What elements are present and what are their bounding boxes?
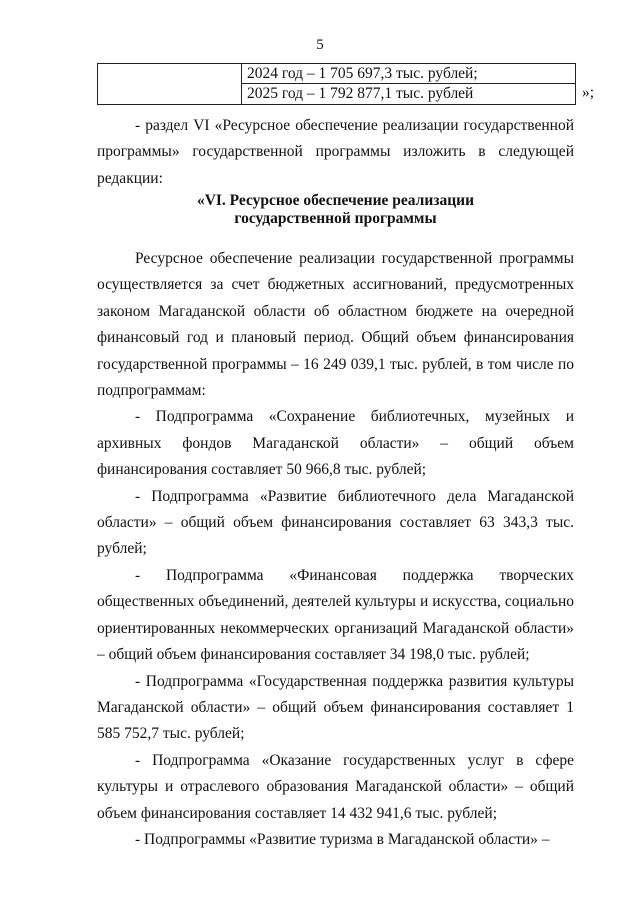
section-title-line-2: государственной программы [234,210,437,227]
table-empty-cell [98,64,242,105]
page-number: 5 [316,37,324,53]
subprogram-item: - Подпрограммы «Развитие туризма в Магаданской области» – [135,830,550,848]
table-funding-cell [242,64,576,105]
section-title-line-1: «VI. Ресурсное обеспечение реализации [196,192,475,209]
section-title [97,192,574,228]
section-body [97,246,574,853]
subprogram-item: - Подпрограмма «Сохранение библиотечных, музейных и архивных фондов Магаданской области» – общий объем финансирования составляет 50 966,8 тыс. рублей; [97,408,574,479]
subprogram-item: - Подпрограмма «Развитие библиотечного дела Магаданской области» – общий объем финансирования составляет 63 343,3 тыс. рублей; [97,487,574,558]
subprogram-item: - Подпрограмма «Финансовая поддержка творческих общественных объединений, деятелей культуры и искусства, социально ориентированных некоммерческих организаций Магаданской области» – общий объем финансирования составляет 34 198,0 тыс. рублей; [97,566,574,664]
main-paragraph: Ресурсное обеспечение реализации государственной программы осуществляется за счет бюджетных ассигнований, предусмотренных законом Магаданской области об областном бюджете на очередной финансовый год и плановый период. Общий объем финансирования государственной программы – 16 249 039,1 тыс. рублей, в том числе по подпрограммам: [97,250,574,400]
funding-table-fragment [97,63,576,105]
subprogram-item: - Подпрограмма «Государственная поддержка развития культуры Магаданской области» – общий объем финансирования составляет 1 585 752,7 тыс. рублей; [97,672,574,743]
subprogram-item: - Подпрограмма «Оказание государственных услуг в сфере культуры и отраслевого образования Магаданской области» – общий объем финансирования составляет 14 432 941,6 тыс. рублей; [97,751,574,822]
intro-paragraph: - раздел VI «Ресурсное обеспечение реализации государственной программы» государственной программы изложить в следующей редакции: [97,117,574,187]
funding-row-2025: 2025 год – 1 792 877,1 тыс. рублей [247,85,474,102]
table-closing-quote: »; [582,84,595,101]
intro-block [97,113,574,192]
funding-row-2024: 2024 год – 1 705 697,3 тыс. рублей; [242,64,575,84]
